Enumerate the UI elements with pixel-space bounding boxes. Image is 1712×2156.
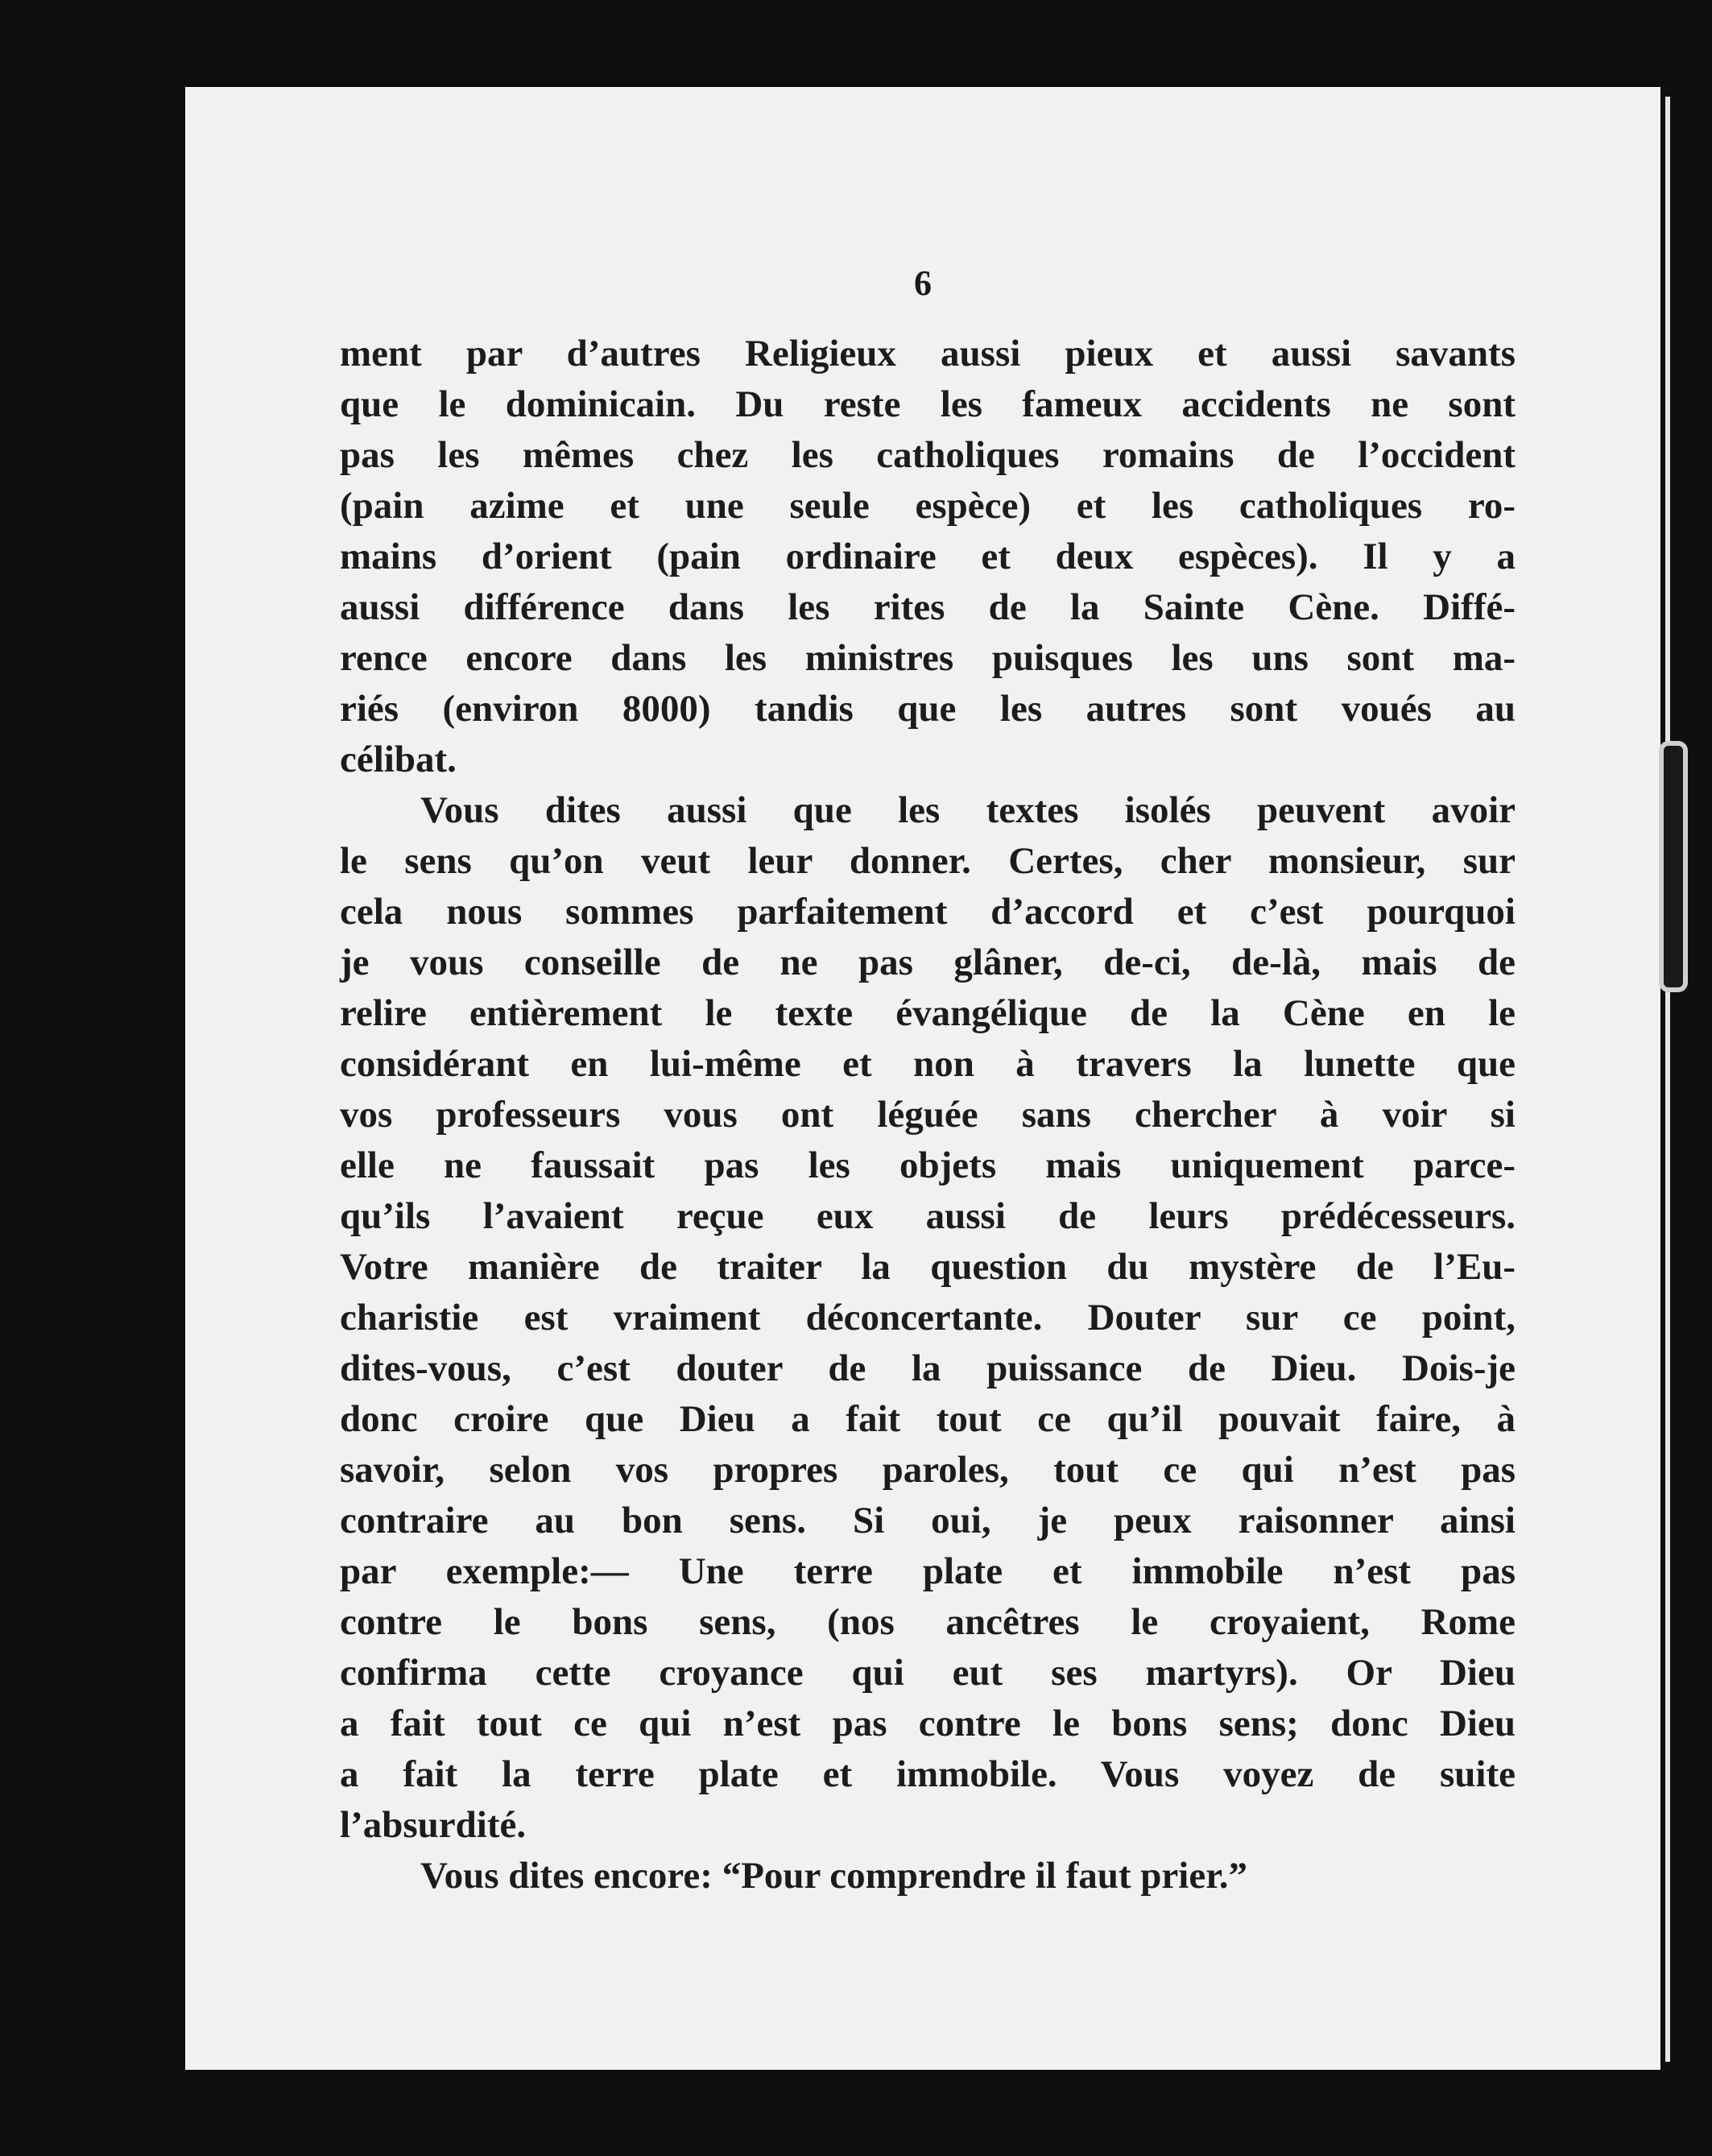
- text-line: pas les mêmes chez les catholiques romains de l’occident: [340, 434, 1516, 476]
- text-line: relire entièrement le texte évangélique de la Cène en le: [340, 992, 1516, 1034]
- text-line: confirma cette croyance qui eut ses martyrs). Or Dieu: [340, 1652, 1516, 1694]
- text-line: dites-vous, c’est douter de la puissance de Dieu. Dois-je: [340, 1347, 1516, 1389]
- binding-clip: [1659, 741, 1688, 992]
- text-line: rence encore dans les ministres puisques les uns sont ma-: [340, 637, 1516, 679]
- text-line: charistie est vraiment déconcertante. Douter sur ce point,: [340, 1297, 1516, 1339]
- text-line: elle ne faussait pas les objets mais uniquement parce-: [340, 1144, 1516, 1186]
- binding-edge: [1665, 97, 1670, 2062]
- text-line: vos professeurs vous ont léguée sans chercher à voir si: [340, 1094, 1516, 1136]
- text-line: contraire au bon sens. Si oui, je peux raisonner ainsi: [340, 1500, 1516, 1541]
- text-line: savoir, selon vos propres paroles, tout ce qui n’est pas: [340, 1449, 1516, 1491]
- text-line: le sens qu’on veut leur donner. Certes, cher monsieur, sur: [340, 840, 1516, 882]
- text-line: qu’ils l’avaient reçue eux aussi de leurs prédécesseurs.: [340, 1195, 1516, 1237]
- text-line: donc croire que Dieu a fait tout ce qu’il pouvait faire, à: [340, 1398, 1516, 1440]
- text-line: riés (environ 8000) tandis que les autres sont voués au: [340, 688, 1516, 730]
- text-line: que le dominicain. Du reste les fameux accidents ne sont: [340, 383, 1516, 425]
- text-line: l’absurdité.: [340, 1804, 527, 1846]
- text-line: célibat.: [340, 739, 457, 780]
- text-line: aussi différence dans les rites de la Sainte Cène. Diffé-: [340, 586, 1516, 628]
- book-page: [185, 87, 1660, 2070]
- text-line: Vous dites encore: “Pour comprendre il faut prier.”: [420, 1855, 1248, 1897]
- text-line: mains d’orient (pain ordinaire et deux espèces). Il y a: [340, 536, 1516, 577]
- body-text: [340, 329, 1516, 1902]
- text-line: ment par d’autres Religieux aussi pieux et aussi savants: [340, 333, 1516, 375]
- text-line: considérant en lui-même et non à travers la lunette que: [340, 1043, 1516, 1085]
- page-number: 6: [914, 263, 932, 303]
- text-line: contre le bons sens, (nos ancêtres le croyaient, Rome: [340, 1601, 1516, 1643]
- text-line: Vous dites aussi que les textes isolés peuvent avoir: [420, 789, 1516, 831]
- text-line: je vous conseille de ne pas glâner, de-ci, de-là, mais de: [340, 941, 1516, 983]
- text-line: cela nous sommes parfaitement d’accord et c’est pourquoi: [340, 891, 1516, 933]
- text-line: a fait tout ce qui n’est pas contre le bons sens; donc Dieu: [340, 1703, 1516, 1744]
- text-line: Votre manière de traiter la question du mystère de l’Eu-: [340, 1246, 1516, 1288]
- text-line: par exemple:— Une terre plate et immobile n’est pas: [340, 1550, 1516, 1592]
- text-line: (pain azime et une seule espèce) et les catholiques ro-: [340, 485, 1516, 527]
- text-line: a fait la terre plate et immobile. Vous voyez de suite: [340, 1753, 1516, 1795]
